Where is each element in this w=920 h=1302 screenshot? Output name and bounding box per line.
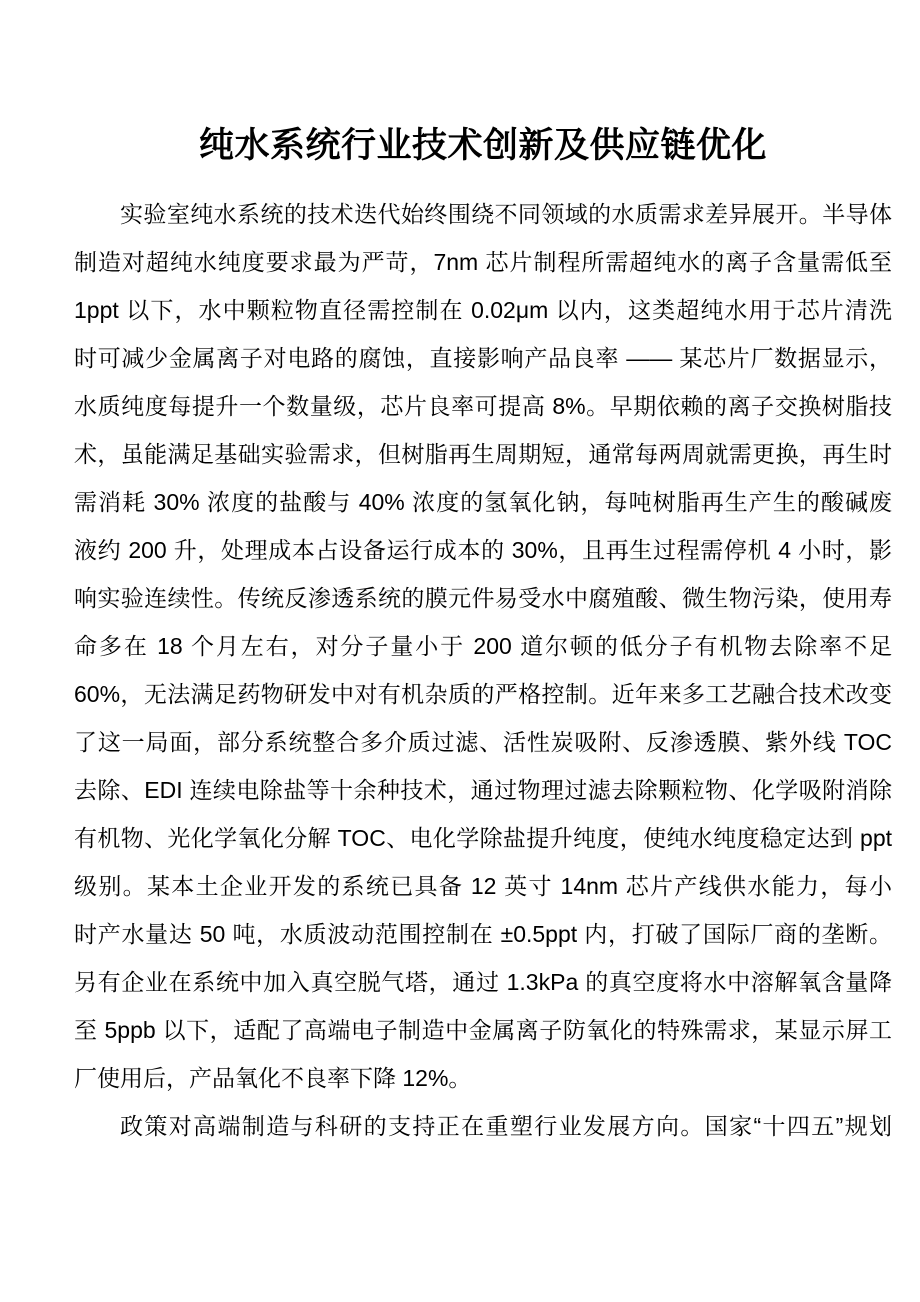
text-line: 厂使用后，产品氧化不良率下降 12%。 (74, 1065, 472, 1091)
text-line: 另有企业在系统中加入真空脱气塔，通过 1.3kPa 的真空度将水中溶解氧含量降 (74, 969, 892, 995)
text-line: 需消耗 30% 浓度的盐酸与 40% 浓度的氢氧化钠，每吨树脂再生产生的酸碱废 (74, 489, 892, 515)
text-line: 响实验连续性。传统反渗透系统的膜元件易受水中腐殖酸、微生物污染，使用寿 (74, 585, 892, 611)
text-line: 1ppt 以下，水中颗粒物直径需控制在 0.02μm 以内，这类超纯水用于芯片清洗 (74, 297, 892, 323)
text-line: 实验室纯水系统的技术迭代始终围绕不同领域的水质需求差异展开。半导体 (120, 201, 892, 227)
document-title: 纯水系统行业技术创新及供应链优化 (198, 126, 767, 165)
text-line: 了这一局面，部分系统整合多介质过滤、活性炭吸附、反渗透膜、紫外线 TOC (74, 729, 892, 755)
text-line: 至 5ppb 以下，适配了高端电子制造中金属离子防氧化的特殊需求，某显示屏工 (74, 1017, 892, 1043)
text-line: 水质纯度每提升一个数量级，芯片良率可提高 8%。早期依赖的离子交换树脂技 (74, 393, 892, 419)
text-line: 60%，无法满足药物研发中对有机杂质的严格控制。近年来多工艺融合技术改变 (74, 681, 892, 707)
text-line: 级别。某本土企业开发的系统已具备 12 英寸 14nm 芯片产线供水能力，每小 (74, 873, 892, 899)
text-line: 有机物、光化学氧化分解 TOC、电化学除盐提升纯度，使纯水纯度稳定达到 ppt (74, 825, 892, 851)
paragraph-2 (74, 1102, 892, 1150)
text-line: 液约 200 升，处理成本占设备运行成本的 30%，且再生过程需停机 4 小时，影 (74, 537, 892, 563)
text-line: 政策对高端制造与科研的支持正在重塑行业发展方向。国家“十四五”规划 (120, 1113, 892, 1139)
text-line: 去除、EDI 连续电除盐等十余种技术，通过物理过滤去除颗粒物、化学吸附消除 (74, 777, 892, 803)
document-body (74, 190, 892, 1150)
text-line: 命多在 18 个月左右，对分子量小于 200 道尔顿的低分子有机物去除率不足 (74, 633, 892, 659)
text-line: 制造对超纯水纯度要求最为严苛，7nm 芯片制程所需超纯水的离子含量需低至 (74, 249, 892, 275)
text-line: 术，虽能满足基础实验需求，但树脂再生周期短，通常每两周就需更换，再生时 (74, 441, 892, 467)
paragraph-1 (74, 190, 892, 1102)
text-line: 时产水量达 50 吨，水质波动范围控制在 ±0.5ppt 内，打破了国际厂商的垄断。 (74, 921, 892, 947)
text-line: 时可减少金属离子对电路的腐蚀，直接影响产品良率 —— 某芯片厂数据显示， (74, 345, 892, 371)
